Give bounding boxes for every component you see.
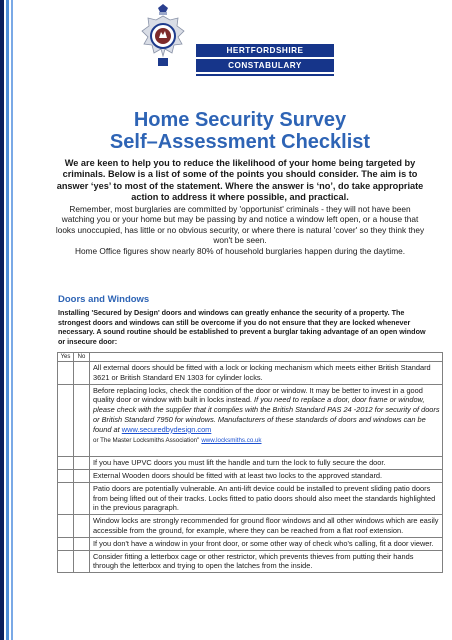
table-row — [58, 515, 443, 538]
yes-checkbox[interactable] — [58, 482, 74, 514]
intro-paragraph-2: Home Office figures show nearly 80% of household burglaries happen during the daytime. — [74, 246, 406, 256]
table-row — [58, 550, 443, 573]
org-name-line2: CONSTABULARY — [196, 59, 334, 72]
table-header-row — [58, 353, 443, 362]
intro-bold: We are keen to help you to reduce the likelihood of your home being targeted by criminals. Below is a list of some of the points you should consider. The aim is to answer ‘yes’ to most of the statement. Where the answer is ‘no’, do take appropriate action to address it where possible, and practical. — [56, 158, 424, 203]
locksmiths-link[interactable]: www.locksmiths.co.uk — [201, 436, 262, 444]
no-checkbox[interactable] — [74, 469, 90, 482]
no-checkbox[interactable] — [74, 362, 90, 385]
left-stripe-mid — [6, 0, 9, 640]
checklist-item: Consider fitting a letterbox cage or other restrictor, which prevents thieves from putting their hands through the letterbox and trying to open the latches from the inside. — [90, 550, 443, 573]
no-column-header: No — [74, 353, 90, 362]
table-row — [58, 457, 443, 470]
no-checkbox[interactable] — [74, 515, 90, 538]
securedbydesign-link[interactable]: www.securedbydesign.com — [121, 424, 212, 434]
section-intro: Installing 'Secured by Design' doors and windows can greatly enhance the security of a property. The strongest doors and windows can still be overcome if you do not ensure that they are locked whenever necessary. A sound routine should be established to prevent a burglar taking advantage of an open window or insecure door: — [58, 308, 426, 346]
intro-paragraph-1: Remember, most burglaries are committed by 'opportunist' criminals - they will not have been watching you or your home but may be passing by and notice a window left open, or a house that looks unoccupied, has little or no obvious security, or where there is natural 'cover' so they think they won't be seen. — [55, 203, 425, 246]
yes-column-header: Yes — [58, 353, 74, 362]
yes-checkbox[interactable] — [58, 469, 74, 482]
page-title: Home Security Survey — [133, 109, 347, 131]
checklist-item: If you don't have a window in your front door, or some other way of check who's calling, fit a door viewer. — [90, 537, 443, 550]
yes-checkbox[interactable] — [58, 537, 74, 550]
yes-checkbox[interactable] — [58, 550, 74, 573]
no-checkbox[interactable] — [74, 550, 90, 573]
police-crest-icon — [138, 4, 188, 70]
no-checkbox[interactable] — [74, 457, 90, 470]
left-stripe-light — [11, 0, 13, 640]
yes-checkbox[interactable] — [58, 457, 74, 470]
no-checkbox[interactable] — [74, 482, 90, 514]
left-stripe-dark — [0, 0, 4, 640]
table-row — [58, 469, 443, 482]
intro-block — [52, 158, 428, 257]
checklist-item: Window locks are strongly recommended for ground floor windows and all other windows which are easily accessible from the ground, for example, where they can be reached from a flat roof extension. — [90, 515, 443, 538]
yes-checkbox[interactable] — [58, 515, 74, 538]
checklist-item: If you have UPVC doors you must lift the handle and turn the lock to fully secure the door. — [90, 457, 443, 470]
checklist-item: Before replacing locks, check the condition of the door or window. It may be better to invest in a good quality door or window with built in locks instead. If you need to replace a door, door frame or window, please check with the supplier that it complies with the British Standard PAS 24 -2012 for security of doors or British Standard 7950 for windows. Manufacturers of these standards of doors and windows can be found at www.securedbydesign.com or The Master Locksmiths Association" www.locksmiths.co.uk — [90, 384, 443, 457]
checklist-item: External Wooden doors should be fitted with at least two locks to the approved standard. — [90, 469, 443, 482]
table-row — [58, 537, 443, 550]
no-checkbox[interactable] — [74, 384, 90, 457]
checklist-table — [57, 352, 443, 573]
table-row — [58, 482, 443, 514]
yes-checkbox[interactable] — [58, 384, 74, 457]
yes-checkbox[interactable] — [58, 362, 74, 385]
checklist-item: Patio doors are potentially vulnerable. An anti-lift device could be installed to prevent sliding patio doors from being lifted out of their tracks. Locks fitted to patio doors should also meet the standards highlighted in the previous paragraph. — [90, 482, 443, 514]
table-row — [58, 362, 443, 385]
checklist-item: All external doors should be fitted with a lock or locking mechanism which meets either British Standard 3621 or British Standard EN 1303 for cylinder locks. — [90, 362, 443, 385]
constabulary-banner — [196, 44, 334, 76]
section-heading: Doors and Windows — [58, 294, 150, 305]
no-checkbox[interactable] — [74, 537, 90, 550]
org-name-line1: HERTFORDSHIRE — [196, 44, 334, 57]
page-subtitle: Self–Assessment Checklist — [109, 131, 371, 153]
table-row — [58, 384, 443, 457]
